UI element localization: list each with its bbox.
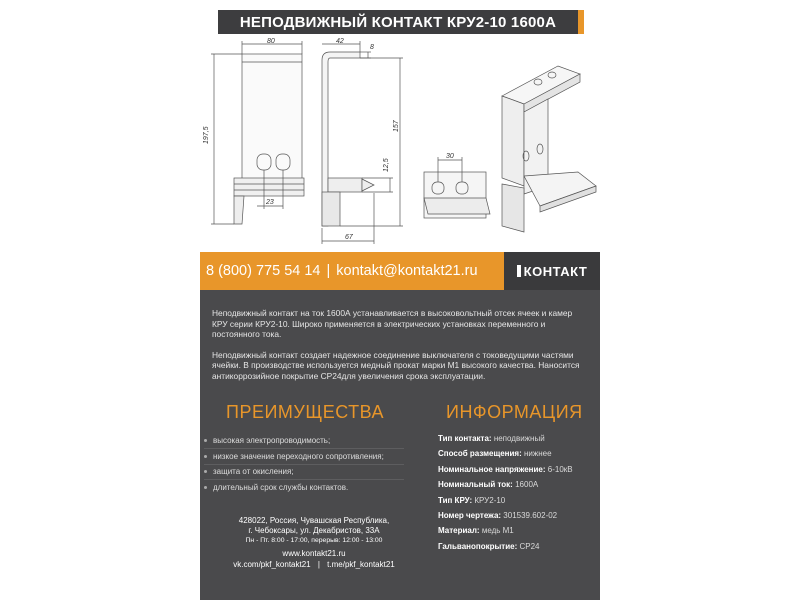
vk-link[interactable]: vk.com/pkf_kontakt21 (233, 560, 311, 569)
advantage-text: низкое значение переходного сопротивления; (213, 451, 384, 461)
info-value: неподвижный (493, 434, 545, 443)
top-view-drawing (424, 157, 490, 218)
list-item (204, 433, 414, 449)
info-value: 6-10кВ (547, 464, 573, 474)
address-line-1: 428022, Россия, Чувашская Республика, (238, 516, 390, 525)
bullet-icon (204, 439, 207, 442)
info-label: Гальванопокрытие: (438, 541, 518, 551)
info-label: Материал: (438, 526, 480, 536)
links-block (214, 548, 414, 570)
contact-bar (200, 252, 600, 290)
dim-42-label: 42 (336, 38, 344, 45)
info-title: ИНФОРМАЦИЯ (446, 402, 583, 422)
info-value: 1600А (515, 480, 539, 490)
info-row (438, 449, 598, 464)
description-paragraph-1: Неподвижный контакт на ток 1600А устанавливается в высоковольтный отсек ячеек и камер КРУ серии КРУ2-10. Широко применяется в электрических установках переменного и постоянного тока. (212, 308, 573, 339)
spec-sheet (200, 0, 600, 600)
company-logo (504, 252, 600, 290)
info-label: Номер чертежа: (438, 510, 502, 520)
phone-link[interactable]: 8 (800) 775 54 14 (206, 263, 321, 279)
advantage-text: защита от окисления; (213, 467, 294, 477)
working-hours: Пн - Пт. 8:00 - 17:00, перерыв: 12:00 - 13:00 (245, 537, 383, 544)
info-row (438, 465, 598, 480)
info-value: 301539.602-02 (503, 510, 558, 520)
info-row (438, 511, 598, 526)
email-link[interactable]: kontakt@kontakt21.ru (336, 263, 478, 279)
address-block (214, 516, 414, 546)
info-label: Способ размещения: (438, 449, 522, 459)
info-list (438, 434, 598, 557)
info-value: нижнее (523, 449, 552, 459)
dim-8-label: 8 (370, 44, 374, 51)
description (212, 308, 587, 391)
info-label: Номинальный ток: (438, 480, 513, 490)
website-link[interactable]: www.kontakt21.ru (282, 549, 346, 558)
info-row (438, 434, 598, 449)
divider (204, 448, 404, 449)
dim-23-label: 23 (266, 199, 274, 206)
links-separator: | (317, 560, 320, 569)
info-value: КРУ2-10 (474, 495, 506, 505)
list-item (204, 464, 414, 480)
divider (204, 479, 404, 480)
logo-mark-icon (517, 265, 521, 277)
advantage-text: высокая электропроводимость; (213, 436, 331, 446)
address-line-2: г. Чебоксары, ул. Декабристов, 33А (248, 526, 380, 535)
info-label: Тип контакта: (438, 434, 492, 443)
info-label: Номинальное напряжение: (438, 464, 546, 474)
info-row (438, 480, 598, 495)
dim-80-label: 80 (267, 38, 275, 45)
page-title: НЕПОДВИЖНЫЙ КОНТАКТ КРУ2-10 1600А (218, 10, 578, 34)
description-paragraph-2: Неподвижный контакт создает надежное соединение выключателя с токоведущими частями ячейки. В производстве используется медный прокат марки М1 высокого качества. Наносится антикоррозийное покрытие СР24для увеличения срока эксплуатации. (212, 349, 580, 381)
isometric-view-drawing (502, 66, 596, 232)
dim-67-label: 67 (345, 234, 353, 241)
social-links (214, 559, 414, 570)
advantage-text: длительный срок службы контактов. (213, 482, 349, 492)
info-row (438, 496, 598, 511)
dim-125-label: 12,5 (383, 158, 390, 172)
dim-30-label: 30 (446, 153, 454, 160)
divider (204, 464, 404, 465)
drawing-canvas (200, 36, 600, 248)
contact-info (200, 252, 504, 290)
contact-separator: | (326, 263, 331, 279)
side-view-drawing (322, 41, 403, 244)
info-value: медь М1 (481, 526, 514, 536)
info-panel (200, 290, 600, 600)
bullet-icon (204, 486, 207, 489)
info-row (438, 526, 598, 541)
dim-197-label: 197,5 (203, 126, 210, 144)
info-label: Тип КРУ: (438, 495, 473, 505)
list-item (204, 480, 414, 496)
telegram-link[interactable]: t.me/pkf_kontakt21 (327, 560, 395, 569)
info-value: СР24 (519, 541, 540, 551)
logo-text: КОНТАКТ (523, 263, 588, 279)
dim-157-label: 157 (393, 120, 400, 132)
list-item (204, 449, 414, 465)
advantages-title: ПРЕИМУЩЕСТВА (226, 402, 385, 422)
technical-drawings (200, 36, 600, 248)
bullet-icon (204, 455, 207, 458)
front-view-drawing (211, 41, 304, 224)
info-row (438, 542, 598, 557)
bullet-icon (204, 470, 207, 473)
